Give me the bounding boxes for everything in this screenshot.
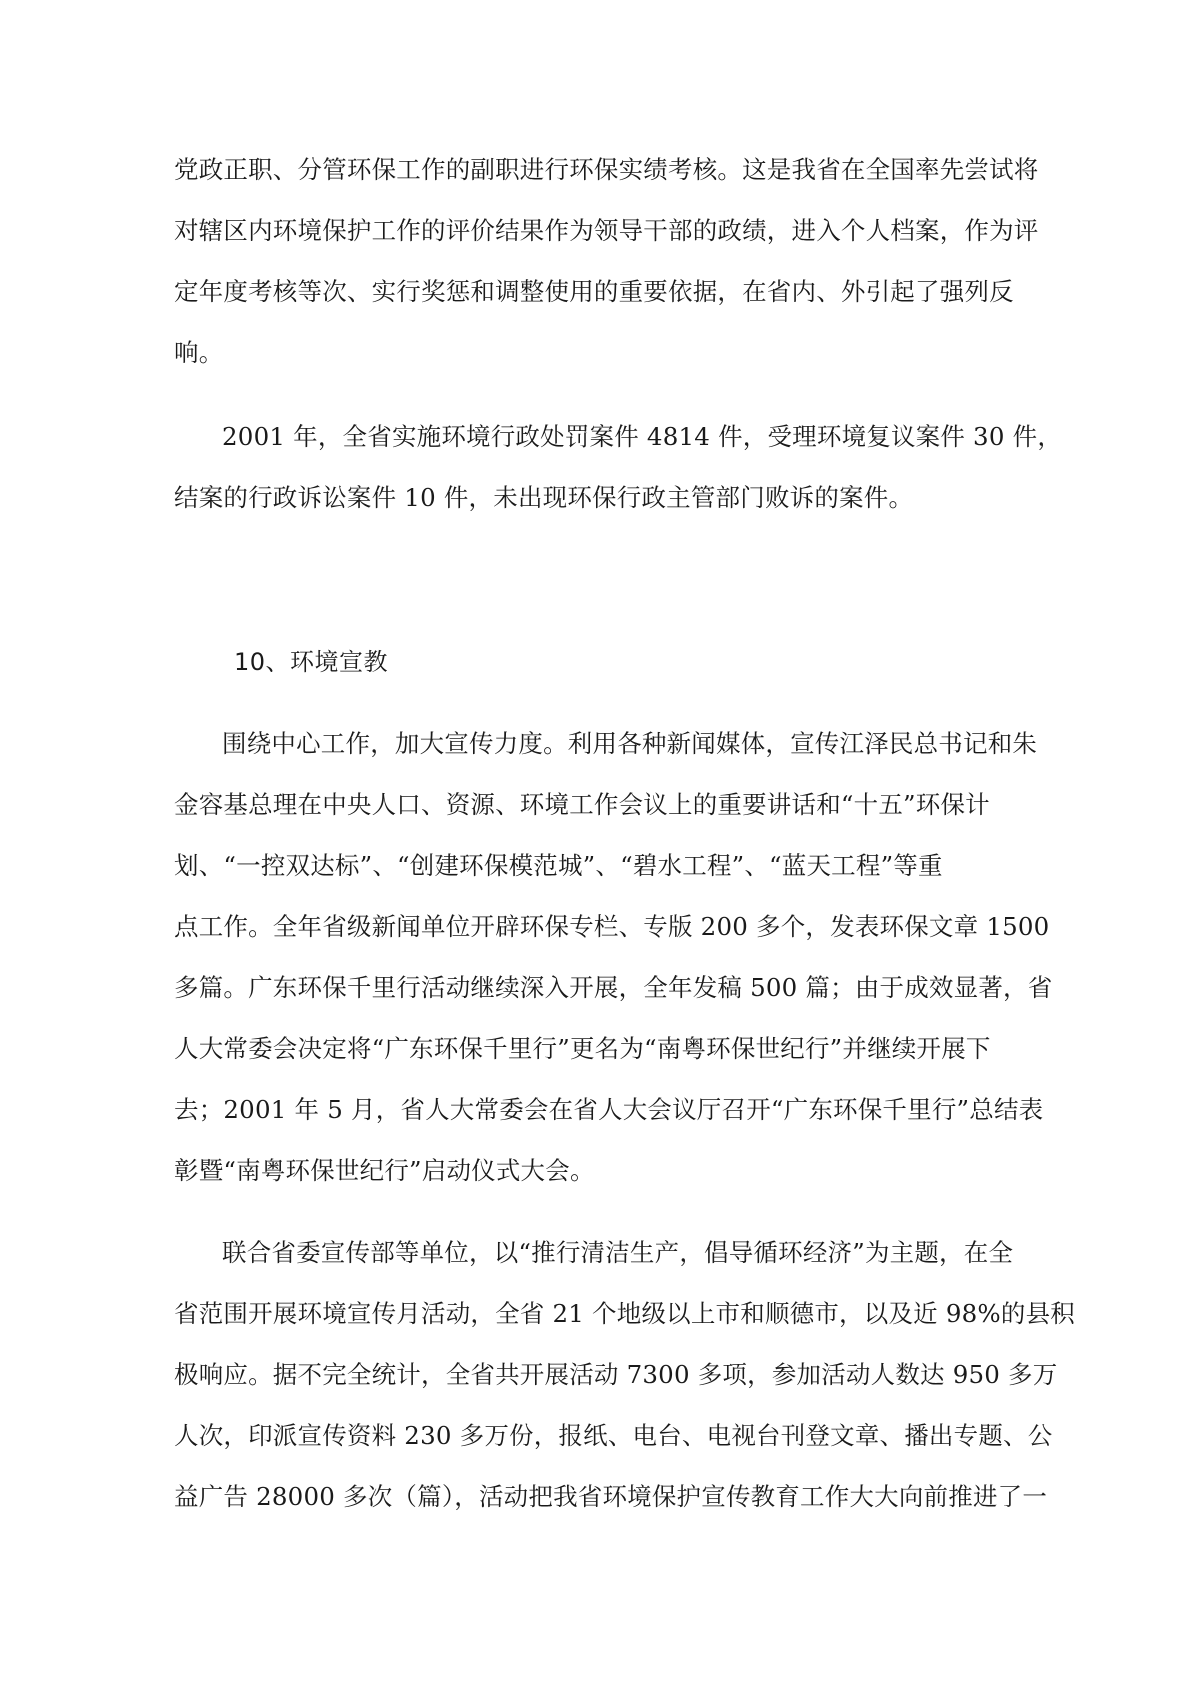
paragraph-4-line-1: 联合省委宣传部等单位，以“推行清洁生产，倡导循环经济”为主题，在全 xyxy=(222,1238,1014,1267)
paragraph-1-line-2: 对辖区内环境保护工作的评价结果作为领导干部的政绩，进入个人档案，作为评 xyxy=(174,216,1039,245)
paragraph-4-line-3: 极响应。据不完全统计，全省共开展活动 7300 多项，参加活动人数达 950 多万 xyxy=(174,1360,1058,1389)
paragraph-1-line-1: 党政正职、分管环保工作的副职进行环保实绩考核。这是我省在全国率先尝试将 xyxy=(174,155,1039,184)
paragraph-3-line-3: 划、“一控双达标”、“创建环保模范城”、“碧水工程”、“蓝天工程”等重 xyxy=(174,851,943,880)
section-heading: 10、环境宣教 xyxy=(234,648,389,676)
paragraph-3-line-7: 去；2001 年 5 月，省人大常委会在省人大会议厅召开“广东环保千里行”总结表 xyxy=(174,1095,1044,1124)
paragraph-3-line-4: 点工作。全年省级新闻单位开辟环保专栏、专版 200 多个，发表环保文章 1500 xyxy=(174,912,1050,941)
paragraph-4-line-5: 益广告 28000 多次（篇），活动把我省环境保护宣传教育工作大大向前推进了一 xyxy=(174,1482,1048,1511)
paragraph-3-line-1: 围绕中心工作，加大宣传力度。利用各种新闻媒体，宣传江泽民总书记和朱 xyxy=(222,729,1038,758)
paragraph-1-line-3: 定年度考核等次、实行奖惩和调整使用的重要依据，在省内、外引起了强列反 xyxy=(174,277,1014,306)
paragraph-3-line-6: 人大常委会决定将“广东环保千里行”更名为“南粤环保世纪行”并继续开展下 xyxy=(174,1034,991,1063)
paragraph-3-line-8: 彰暨“南粤环保世纪行”启动仪式大会。 xyxy=(174,1156,595,1185)
paragraph-2-line-1: 2001 年，全省实施环境行政处罚案件 4814 件，受理环境复议案件 30 件， xyxy=(222,422,1063,451)
paragraph-3-line-2: 金容基总理在中央人口、资源、环境工作会议上的重要讲话和“十五”环保计 xyxy=(174,790,990,819)
paragraph-4-line-4: 人次，印派宣传资料 230 多万份，报纸、电台、电视台刊登文章、播出专题、公 xyxy=(174,1421,1053,1450)
paragraph-1-line-4: 响。 xyxy=(174,338,224,367)
paragraph-2-line-2: 结案的行政诉讼案件 10 件，未出现环保行政主管部门败诉的案件。 xyxy=(174,483,914,512)
paragraph-3-line-5: 多篇。广东环保千里行活动继续深入开展，全年发稿 500 篇；由于成效显著，省 xyxy=(174,973,1053,1002)
paragraph-4-line-2: 省范围开展环境宣传月活动，全省 21 个地级以上市和顺德市，以及近 98%的县积 xyxy=(174,1299,1075,1328)
